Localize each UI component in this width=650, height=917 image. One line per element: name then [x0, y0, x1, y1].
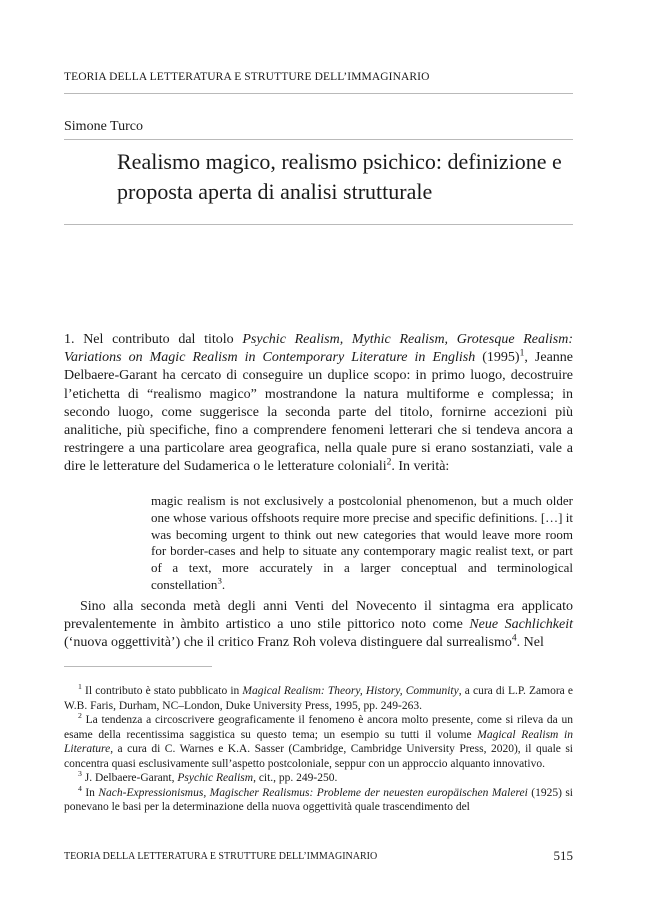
quote-end: .: [221, 576, 226, 592]
paragraph-text: 1. Nel contributo dal titolo: [64, 332, 243, 347]
footnote-number: 4: [78, 783, 82, 793]
footnote-text: , a cura di C. Warnes e K.A. Sasser (Cambridge, Cambridge University Press, 2020), il quale si concentra quasi esclusivamente sull’aspetto postcoloniale, seppur con un approccio alquanto innovativo.: [64, 743, 573, 770]
paragraph-2: [64, 598, 573, 653]
running-head: TEORIA DELLA LETTERATURA E STRUTTURE DELL’IMMAGINARIO: [64, 71, 430, 83]
footnote-text: La tendenza a circoscrivere geograficamente il fenomeno è ancora molto presente, come si rileva da un esame della recentissima saggistica su questo tema; un esempio su tutti il volume: [64, 714, 573, 741]
footnote-ref-3[interactable]: 3: [217, 575, 222, 586]
footnote-text: (1925) si ponevano le basi per la determinazione della nuova oggettività quale trascendimento del: [64, 786, 573, 813]
footnote-text: , a cura di L.P. Zamora e W.B. Faris, Durham, NC–London, Duke University Press, 1995, pp. 249-263.: [64, 685, 573, 712]
paragraph-section-1: [64, 331, 573, 477]
footnote-ref-4[interactable]: 4: [511, 633, 517, 644]
cited-title: Psychic Realism, Mythic Realism, Grotesque Realism: Variations on Magic Realism in Contemporary Literature in English: [64, 332, 573, 366]
footnote-italic: Nach-Expressionismus, Magischer Realismus: Probleme der neuesten europäischen Malerei: [98, 786, 528, 799]
paragraph-text: . In verità:: [391, 459, 450, 475]
footnote-number: 3: [78, 769, 82, 779]
author-name: Simone Turco: [64, 119, 143, 134]
paragraph-text: . Nel: [516, 635, 544, 651]
footnote-text: , cit., pp. 249-250.: [253, 772, 338, 784]
cited-year: (1995): [475, 350, 520, 366]
footnote-3: [64, 771, 573, 786]
footnote-text: Il contributo è stato pubblicato in: [81, 685, 243, 697]
title-rule: [64, 224, 573, 225]
footnote-italic: Psychic Realism: [177, 772, 254, 784]
footnote-4: [64, 783, 573, 815]
cited-term: Neue Sachlichkeit: [469, 617, 574, 633]
footnote-number: 1: [78, 682, 82, 692]
footnote-number: 2: [78, 711, 82, 721]
article-title: Realismo magico, realismo psichico: definizione e proposta aperta di analisi strutturale: [117, 149, 562, 204]
footnote-text: J. Delbaere-Garant,: [81, 772, 178, 784]
footnote-ref-2[interactable]: 2: [386, 457, 392, 468]
block-quote: [151, 493, 573, 594]
footnote-italic: Magical Realism in Literature: [64, 728, 573, 755]
page-number: 515: [553, 848, 573, 863]
author-rule: [64, 139, 573, 140]
footnote-1: [64, 684, 573, 713]
footnote-rule: [64, 666, 212, 667]
footer-running-head: TEORIA DELLA LETTERATURA E STRUTTURE DELL’IMMAGINARIO: [64, 851, 378, 862]
footnote-2: [64, 713, 573, 771]
footnote-text: In: [81, 786, 99, 799]
footnote-ref-1[interactable]: 1: [519, 348, 525, 359]
paragraph-text: (‘nuova oggettività’) che il critico Franz Roh voleva distinguere dal surrealismo: [64, 635, 512, 651]
header-rule: [64, 93, 573, 94]
paragraph-text: , Jeanne Delbaere-Garant ha cercato di conseguire un duplice scopo: in primo luogo, decostruire l’etichetta di “realismo magico” mostrandone la natura multiforme e complessa; in secondo luogo, come suggerisce la seconda parte del titolo, fornirne accezioni più analitiche, più specifiche, fino a comprendere fenomeni letterari che si tendeva ancora a restringere a una particolare area geografica, nella quale pure si erano sostanziati, vale a dire le letterature del Sudamerica o le letterature coloniali: [64, 350, 574, 475]
paragraph-text: Sino alla seconda metà degli anni Venti del Novecento il sintagma era applicato prevalentemente in àmbito artistico a uno stile pittorico noto come: [64, 599, 573, 633]
footnotes: [64, 684, 573, 815]
footnote-italic: Magical Realism: Theory, History, Community: [242, 685, 459, 697]
quote-text: magic realism is not exclusively a postcolonial phenomenon, but a much older one whose various offshoots require more precise and specific definitions. […] it was becoming urgent to think out new categories that would leave more room for border-cases and help to situate any contemporary magic realist text, or part of a text, more accurately in a larger conceptual and terminological constellation: [151, 493, 573, 592]
